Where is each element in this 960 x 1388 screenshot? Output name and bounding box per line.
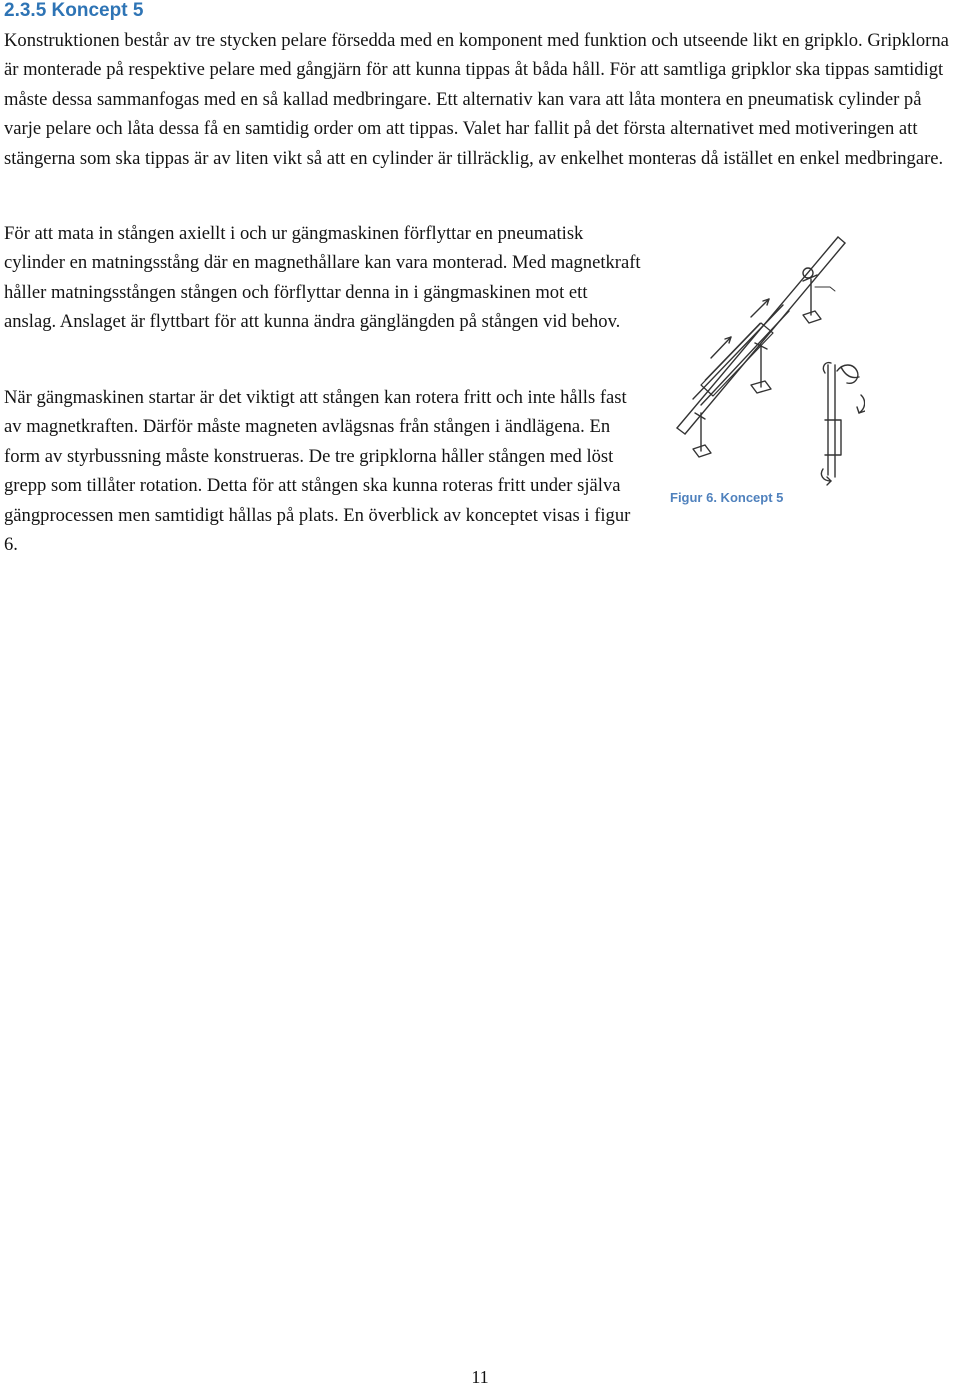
figure-caption: Figur 6. Koncept 5 — [670, 490, 784, 505]
paragraph-construction: Konstruktionen består av tre stycken pelare försedda med en komponent med funktion och utseende likt en gripklo. Gripklorna är monterade på respektive pelare med gångjärn för att kunna tippas åt båda håll. För att samtliga gripklor ska tippas samtidigt måste dessa sammanfogas med en så kallad medbringare. Ett alternativ kan vara att låta montera en pneumatisk cylinder på varje pelare och låta dessa få en samtidig order om att tippas. Valet har fallit på det första alternativet med motiveringen att stängerna som ska tippas är av liten vikt så att en cylinder är tillräcklig, av enkelhet monteras då istället en enkel medbringare. — [4, 30, 949, 169]
section-heading: 2.3.5 Koncept 5 — [4, 0, 144, 21]
paragraph-rotation: När gängmaskinen startar är det viktigt att stången kan rotera fritt och inte hålls fast av magnetkraften. Därför måste magneten avlägsnas från stången i ändlägena. En form av styrbussning måste konstrueras. De tre gripklorna håller stången med löst grepp som tillåter rotation. Detta för att stången ska kunna roteras fritt under själva gängprocessen men samtidigt hållas på plats. En överblick av konceptet visas i figur 6. — [4, 387, 631, 556]
paragraph-feeding: För att mata in stången axiellt i och ur gängmaskinen förflyttar en pneumatisk cylinder en matningsstång där en magnethållare kan vara monterad. Med magnetkraft håller matningsstången stången och förflyttar denna in i gängmaskinen mot ett anslag. Anslaget är flyttbart för att kunna ändra gänglängden på stången vid behov. — [4, 223, 641, 333]
concept-sketch-figure — [665, 215, 865, 495]
concept-sketch-icon — [665, 215, 865, 495]
page-number: 11 — [471, 1367, 489, 1387]
